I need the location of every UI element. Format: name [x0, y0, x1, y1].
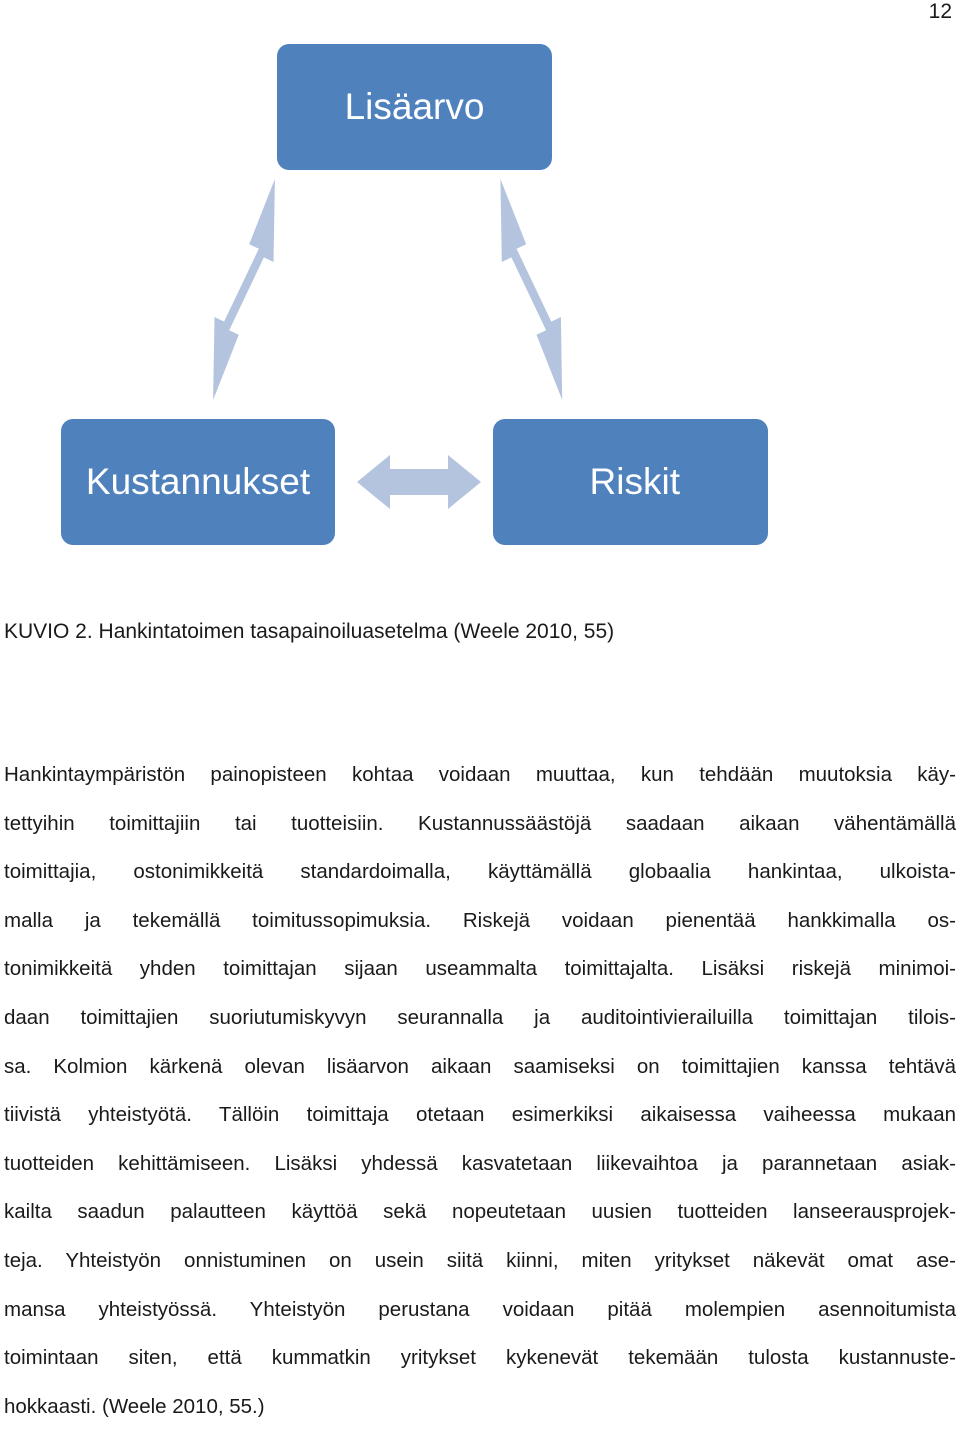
paragraph-line: teja. Yhteistyön onnistuminen on usein siitä kiinni, miten yritykset näkevät omat ase- [4, 1248, 956, 1272]
costs-label: Kustannukset [85, 461, 311, 502]
risks-label: Riskit [589, 461, 680, 502]
paragraph-line: tettyihin toimittajiin tai tuotteisiin. Kustannussäästöjä saadaan aikaan vähentämällä [4, 811, 956, 835]
value-added-label: Lisäarvo [344, 86, 485, 127]
paragraph-line: Hankintaympäristön painopisteen kohtaa voidaan muuttaa, kun tehdään muutoksia käy- [4, 763, 956, 786]
paragraph-line: daan toimittajien suoriutumiskyvyn seurannalla ja auditointivierailuilla toimittajan tilois- [4, 1005, 956, 1029]
paragraph-line: tonimikkeitä yhden toimittajan sijaan useammalta toimittajalta. Lisäksi riskejä minimoi- [4, 957, 956, 981]
paragraph-line: tiivistä yhteistyötä. Tällöin toimittaja otetaan esimerkiksi aikaisessa vaiheessa mukaan [4, 1103, 956, 1127]
double-arrow-right-diagonal [500, 179, 562, 400]
paragraph-line: mansa yhteistyössä. Yhteistyön perustana voidaan pitää molempien asennoitumista [4, 1297, 956, 1321]
paragraph-line: kailta saadun palautteen käyttöä sekä nopeutetaan uusien tuotteiden lanseerausprojek- [4, 1200, 956, 1224]
value-added-box [277, 44, 552, 170]
costs-box [61, 419, 335, 545]
paragraph-line: toimintaan siten, että kummatkin yritykset kykenevät tekemään tulosta kustannuste- [4, 1346, 956, 1370]
figure-caption: KUVIO 2. Hankintatoimen tasapainoiluasetelma (Weele 2010, 55) [4, 620, 615, 643]
paragraph-line: toimittajia, ostonimikkeitä standardoimalla, käyttämällä globaalia hankintaa, ulkoista- [4, 860, 956, 884]
balance-triangle-diagram [0, 0, 960, 560]
body-paragraph [4, 759, 956, 1439]
risks-box [493, 419, 768, 545]
paragraph-line: malla ja tekemällä toimitussopimuksia. Riskejä voidaan pienentää hankkimalla os- [4, 908, 956, 932]
paragraph-line: sa. Kolmion kärkenä olevan lisäarvon aikaan saamiseksi on toimittajien kanssa tehtävä [4, 1054, 956, 1078]
paragraph-line: hokkaasti. (Weele 2010, 55.) [4, 1394, 265, 1418]
page-number: 12 [928, 0, 952, 23]
double-arrow-horizontal [357, 455, 481, 509]
double-arrow-left-diagonal [213, 179, 275, 400]
paragraph-line: tuotteiden kehittämiseen. Lisäksi yhdessä kasvatetaan liikevaihtoa ja parannetaan asiak- [4, 1151, 956, 1175]
